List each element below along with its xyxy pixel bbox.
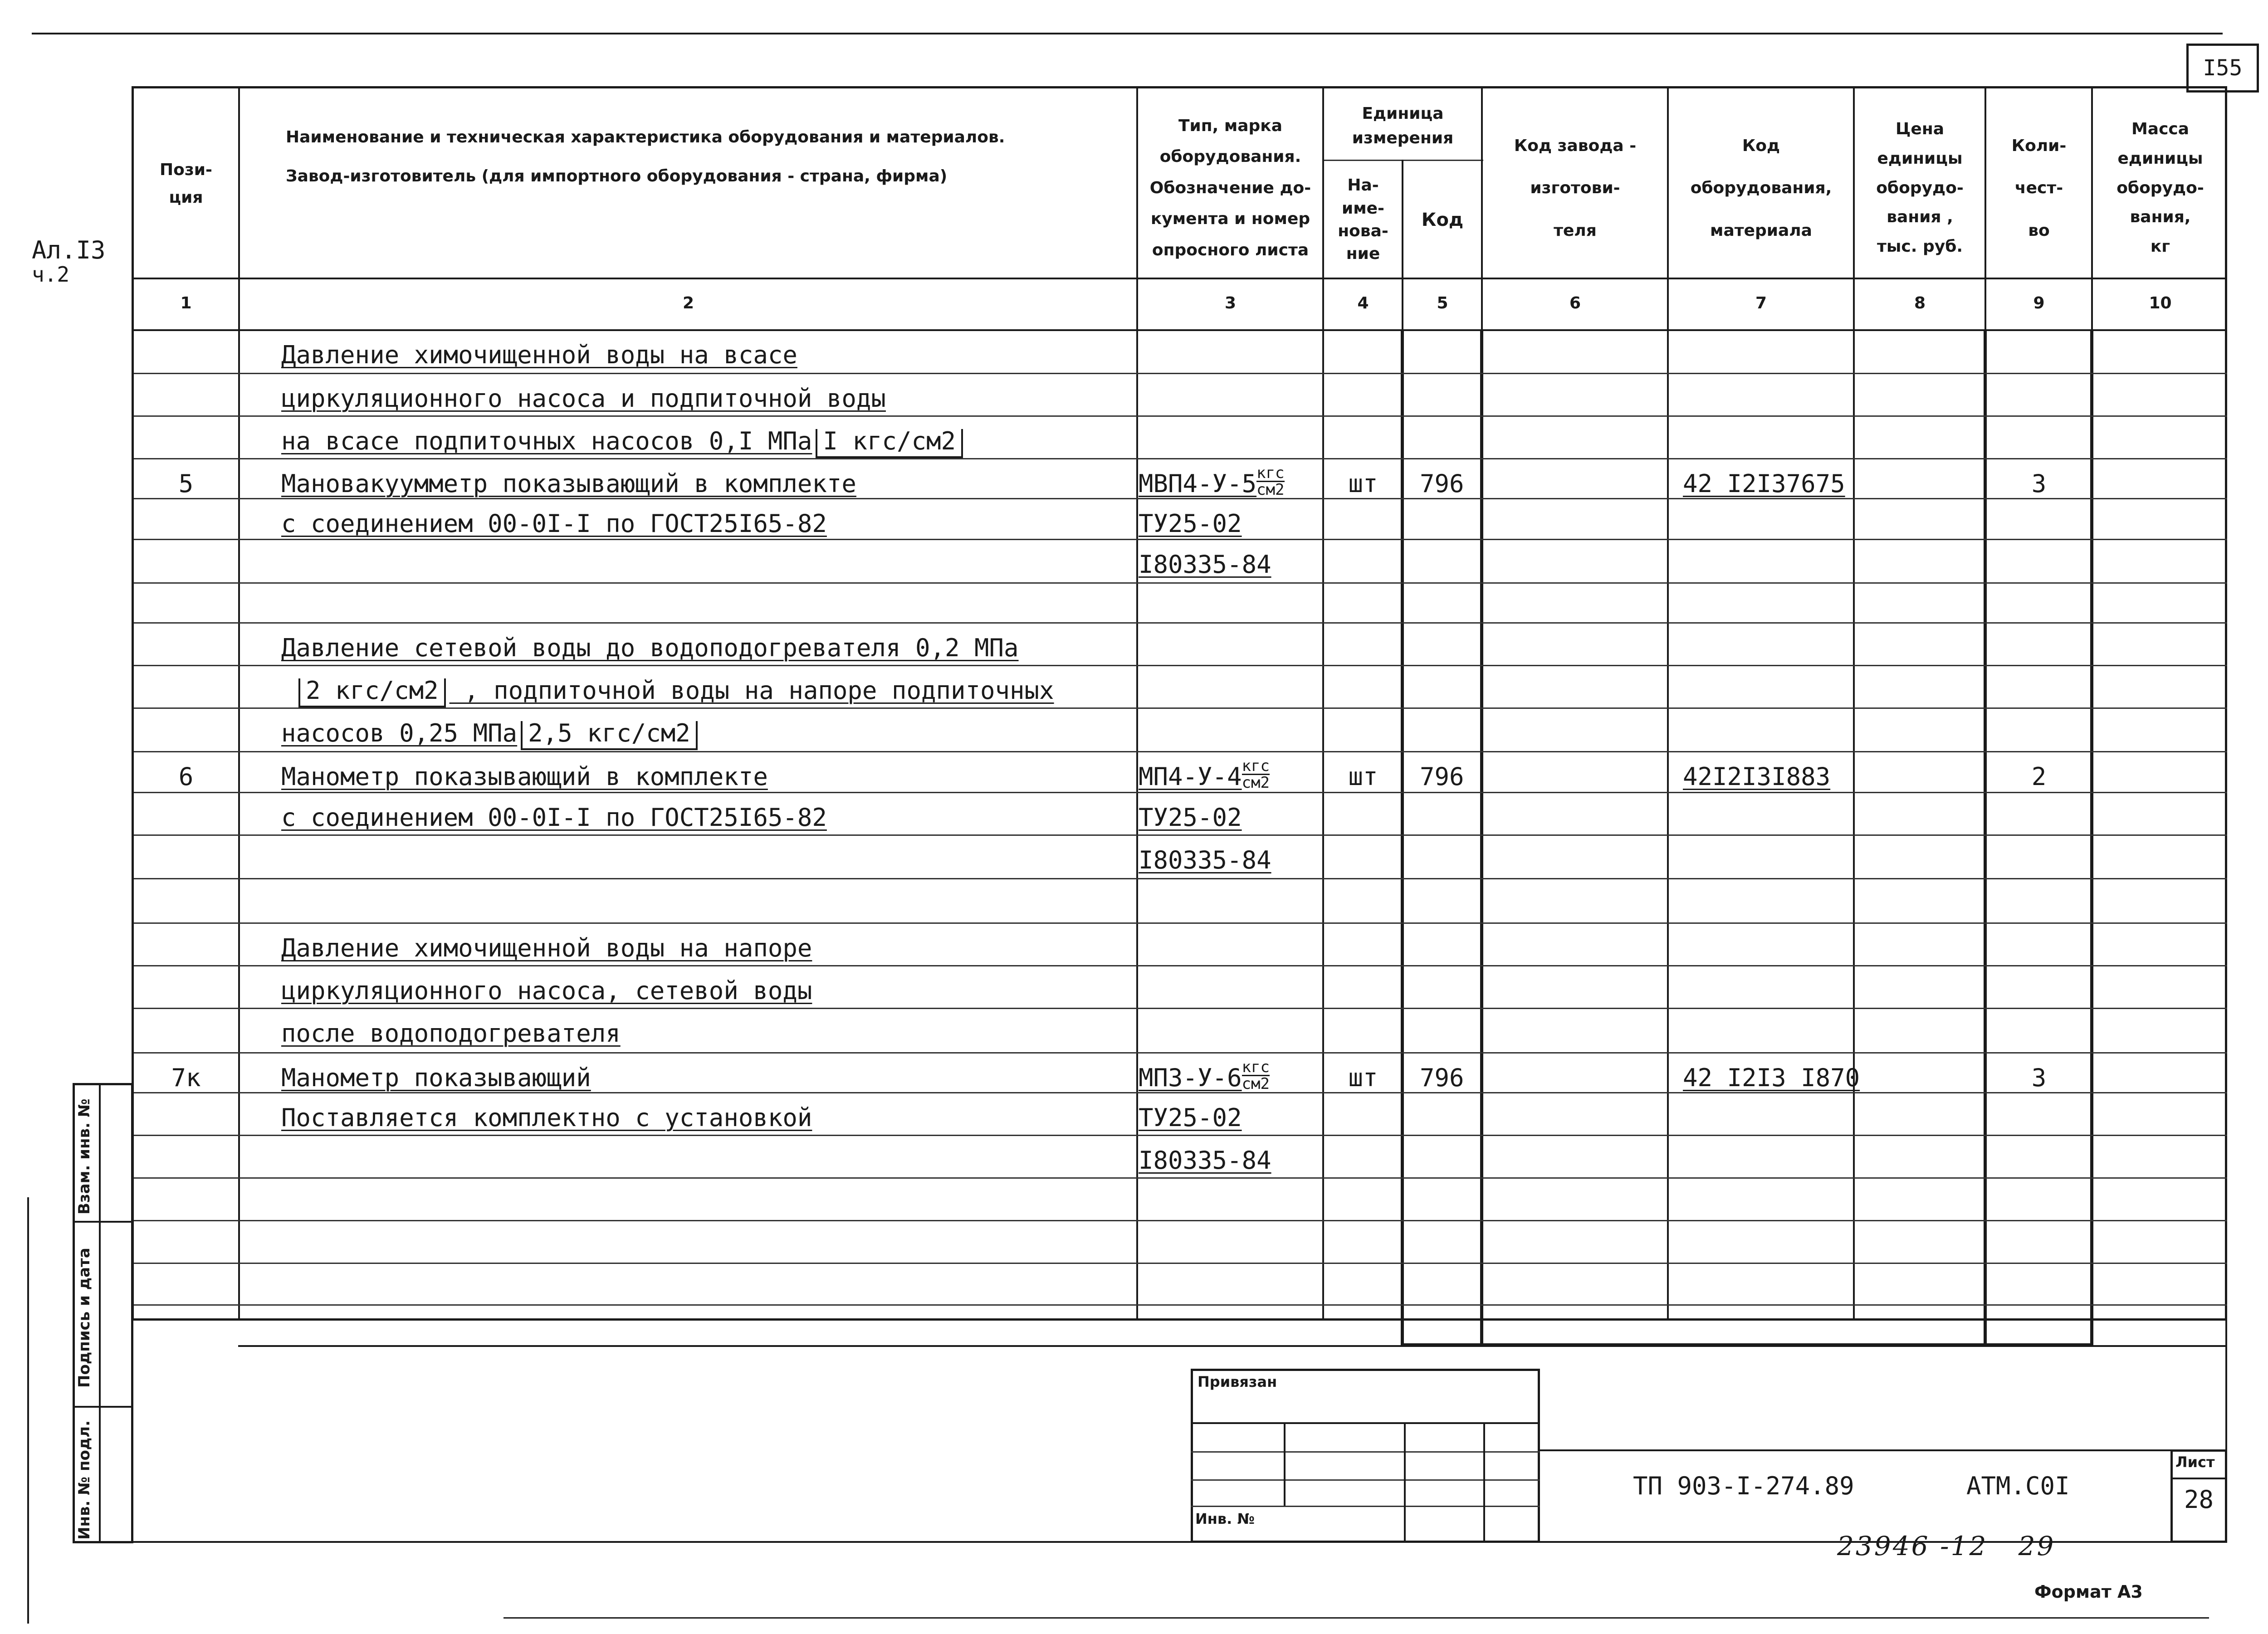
- row-name: Поставляется комплектно с установкой: [281, 1103, 812, 1132]
- format-label: Формат А3: [2034, 1582, 2143, 1602]
- row-rule: [134, 878, 2227, 879]
- stamp-rule-1: [1191, 1422, 1540, 1424]
- row-type: МП3-У-6 $\frac{\text{кгс}}{см2}$: [1139, 1058, 1270, 1093]
- colnum-7: 7: [1755, 294, 1767, 312]
- colnum-4: 4: [1357, 294, 1369, 312]
- header-mass: Масса единицы оборудо- вания, кг: [2116, 120, 2204, 256]
- stamp-rule-3: [1191, 1479, 1540, 1481]
- header-quantity: Коли- чест- во: [2011, 136, 2067, 240]
- row-rule: [134, 458, 2227, 459]
- row-rule: [134, 1220, 2227, 1221]
- row-name: Манометр показывающий в комплекте: [281, 762, 768, 791]
- row-name: Давление сетевой воды до водоподогревателя 0,2 МПа: [281, 634, 1019, 662]
- bold-rule-code-right: [1480, 329, 1483, 1345]
- row-name: циркуляционного насоса, сетевой воды: [281, 976, 812, 1005]
- row-position: 5: [178, 469, 194, 498]
- stamp-attached-label: Привязан: [1198, 1373, 1277, 1390]
- row-type: ТУ25-02: [1139, 803, 1242, 832]
- side-strip-sep1: [73, 1221, 133, 1223]
- row-rule: [134, 582, 2227, 584]
- colnum-1: 1: [180, 294, 192, 312]
- row-quantity: 3: [2031, 469, 2047, 498]
- row-unit-code: 796: [1420, 469, 1464, 498]
- header-type: Тип, марка оборудования. Обозначение до- кумента и номер опросного листа: [1149, 117, 1311, 259]
- row-rule: [134, 373, 2227, 374]
- row-type: I80335-84: [1139, 550, 1271, 579]
- colnum-2: 2: [682, 294, 694, 312]
- handwritten-archive-number: 23946 -12 29: [1837, 1531, 2056, 1561]
- row-name: после водоподогревателя: [281, 1019, 621, 1048]
- header-equipment-code: Код оборудования, материала: [1690, 136, 1832, 240]
- row-rule: [134, 1135, 2227, 1136]
- colnum-3: 3: [1224, 294, 1237, 312]
- bottom-trim-rule: [503, 1617, 2209, 1619]
- row-rule: [134, 965, 2227, 966]
- stamp-col-3: [1483, 1422, 1485, 1543]
- colnum-6: 6: [1569, 294, 1581, 312]
- row-type: МВП4-У-5 $\frac{\text{кгс}}{см2}$: [1139, 464, 1285, 499]
- unit-fraction: $\frac{\text{кгс}}{см2}$: [1242, 1058, 1270, 1093]
- row-position: 6: [178, 762, 194, 791]
- unit-fraction: $\frac{\text{кгс}}{см2}$: [1242, 757, 1270, 792]
- unit-fraction: $\frac{\text{кгс}}{см2}$: [1256, 464, 1285, 499]
- row-type: ТУ25-02: [1139, 1103, 1242, 1132]
- row-rule: [134, 539, 2227, 540]
- side-label-replace-inv: Взам. инв. №: [75, 1098, 93, 1215]
- header-price: Цена единицы оборудо- вания , тыс. руб.: [1876, 120, 1964, 256]
- colnum-10: 10: [2149, 294, 2172, 312]
- row-unit: шт: [1348, 762, 1378, 791]
- row-rule: [134, 1008, 2227, 1009]
- row-equipment-code: 42 I2I3 I870: [1683, 1063, 1860, 1092]
- side-label-original-inv: Инв. № подл.: [75, 1420, 93, 1540]
- row-equipment-code: 42I2I3I883: [1683, 762, 1831, 791]
- row-rule: [134, 834, 2227, 836]
- side-strip-sep2: [73, 1406, 133, 1408]
- row-rule: [134, 1092, 2227, 1093]
- stamp-rule-4: [1191, 1506, 1540, 1507]
- row-rule: [134, 1177, 2227, 1179]
- stamp-inv-label: Инв. №: [1195, 1510, 1255, 1527]
- row-unit: шт: [1348, 469, 1378, 498]
- margin-note-line1: Ал.I3: [32, 236, 106, 264]
- row-rule: [134, 622, 2227, 624]
- row-type: I80335-84: [1139, 1146, 1271, 1175]
- bracketed-value: 2 кгс/см2: [298, 678, 446, 707]
- body-bottom-rule: [238, 1345, 2227, 1347]
- side-strip-divider: [99, 1083, 101, 1543]
- row-rule: [134, 751, 2227, 752]
- header-unit-name: На- име- нова- ние: [1338, 176, 1388, 263]
- side-label-signature-date: Подпись и дата: [75, 1248, 93, 1388]
- sheet-label: Лист: [2175, 1454, 2215, 1471]
- colnum-bottom-rule: [132, 329, 2227, 331]
- doc-title-rule: [1540, 1449, 2227, 1451]
- row-type: I80335-84: [1139, 846, 1271, 874]
- row-name: на всасе подпиточных насосов 0,I МПа I кгс/см2: [281, 429, 967, 458]
- header-unit-code: Код: [1421, 210, 1464, 230]
- row-name: Давление химочищенной воды на всасе: [281, 341, 797, 369]
- row-type: МП4-У-4 $\frac{\text{кгс}}{см2}$: [1139, 757, 1270, 792]
- row-quantity: 2: [2031, 762, 2047, 791]
- row-name: с соединением 00-0I-I по ГОСТ25I65-82: [281, 509, 827, 538]
- stamp-rule-2: [1191, 1451, 1540, 1453]
- bold-rule-qty-left: [1984, 329, 1987, 1345]
- doc-mark: АТМ.С0I: [1966, 1472, 2070, 1500]
- stamp-col-2: [1404, 1422, 1406, 1543]
- bracketed-value: I кгс/см2: [816, 429, 963, 458]
- row-equipment-code: 42 I2I37675: [1683, 469, 1845, 498]
- row-rule: [134, 1263, 2227, 1264]
- row-rule: [134, 707, 2227, 709]
- header-name: Наименование и техническая характеристика оборудования и материалов. Завод-изготовитель (для импортного оборудования - страна, фирма): [286, 128, 1005, 186]
- top-rule: [32, 33, 2223, 34]
- row-rule: [134, 922, 2227, 924]
- row-name: Давление химочищенной воды на напоре: [281, 934, 812, 962]
- header-position: Пози- ция: [160, 160, 212, 207]
- margin-note-line2: ч.2: [32, 262, 70, 287]
- sheet-value: 28: [2184, 1485, 2214, 1514]
- bracketed-value: 2,5 кгс/см2: [521, 721, 698, 750]
- row-name: насосов 0,25 МПа 2,5 кгс/см2: [281, 721, 701, 750]
- row-name: 2 кгс/см2 , подпиточной воды на напоре подпиточных: [295, 678, 1054, 707]
- sheet-number-top: I55: [2203, 55, 2243, 81]
- stamp-col-1: [1284, 1422, 1286, 1506]
- header-factory-code: Код завода - изготови- теля: [1514, 136, 1637, 240]
- header-unit-group: Единица измерения: [1352, 104, 1454, 147]
- row-type: ТУ25-02: [1139, 509, 1242, 538]
- row-position: 7к: [171, 1063, 201, 1092]
- row-unit: шт: [1348, 1063, 1378, 1092]
- colnum-9: 9: [2033, 294, 2045, 312]
- colnum-5: 5: [1437, 294, 1448, 312]
- row-unit-code: 796: [1420, 1063, 1464, 1092]
- row-rule: [134, 665, 2227, 666]
- left-margin-long-rule: [27, 1197, 29, 1624]
- row-unit-code: 796: [1420, 762, 1464, 791]
- row-name: циркуляционного насоса и подпиточной воды: [281, 384, 886, 413]
- colnum-8: 8: [1914, 294, 1926, 312]
- row-rule: [134, 792, 2227, 793]
- row-name: с соединением 00-0I-I по ГОСТ25I65-82: [281, 803, 827, 832]
- row-rule: [134, 1052, 2227, 1054]
- sheet-box-rule: [2170, 1478, 2227, 1479]
- row-name: Манометр показывающий: [281, 1063, 591, 1092]
- row-rule: [134, 498, 2227, 499]
- row-rule: [134, 415, 2227, 417]
- row-rule: [134, 1304, 2227, 1306]
- row-quantity: 3: [2031, 1063, 2047, 1092]
- row-name: Мановакуумметр показывающий в комплекте: [281, 469, 856, 498]
- doc-code: ТП 903-I-274.89: [1633, 1472, 1854, 1500]
